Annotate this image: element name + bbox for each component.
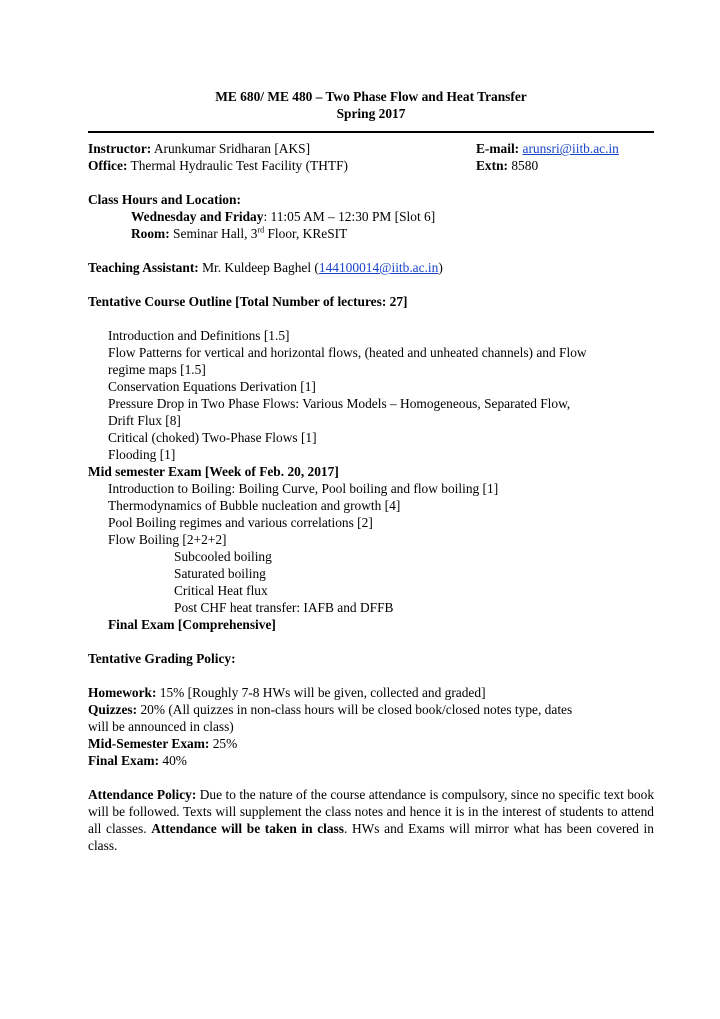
final-exam-heading: Final Exam [Comprehensive] [108,617,276,632]
final-exam-line [88,616,654,633]
homework-line [88,684,654,701]
attendance-text-end: . HWs and Exams will mirror what has been covered in class. [88,821,654,853]
instructor-label: Instructor: [88,141,152,156]
attendance-paragraph [88,786,654,854]
homework-label: Homework: [88,685,157,700]
final-weight-label: Final Exam: [88,753,160,768]
outline-item: Thermodynamics of Bubble nucleation and growth [4] [108,498,401,513]
outline-item: Flooding [1] [108,447,176,462]
course-term: Spring 2017 [336,106,406,121]
outline-item: Conservation Equations Derivation [1] [108,379,316,394]
midsem-weight-value: 25% [209,736,238,751]
room-value: Seminar Hall, 3 [173,226,258,241]
outline-item: Introduction to Boiling: Boiling Curve, Pool boiling and flow boiling [1] [108,481,499,496]
final-weight-line [88,752,654,769]
office-label: Office: [88,158,128,173]
midsem-heading: Mid semester Exam [Week of Feb. 20, 2017] [88,464,339,479]
grading-heading-line [88,650,654,667]
email-label: E-mail: [476,141,520,156]
final-weight-value: 40% [159,753,187,768]
class-days-label: Wednesday and Friday [131,209,264,224]
instructor-email-link[interactable]: arunsri@iitb.ac.in [522,141,619,156]
office-value: Thermal Hydraulic Test Facility (THTF) [130,158,348,173]
ta-close-paren: ) [438,260,443,275]
attendance-emphasis: Attendance will be taken in class [151,821,344,836]
outline-subitem: Subcooled boiling [174,549,272,564]
ta-email-link[interactable]: 144100014@iitb.ac.in [318,260,439,275]
quizzes-line-2: will be announced in class) [88,719,234,734]
outline-subitem: Post CHF heat transfer: IAFB and DFFB [174,600,394,615]
room-superscript: rd [257,225,265,235]
attendance-label: Attendance Policy: [88,787,197,802]
outline-heading-line [88,293,654,310]
outline-subitem: Saturated boiling [174,566,266,581]
class-days-value: : 11:05 AM – 12:30 PM [Slot 6] [263,209,436,224]
attendance-text: Due to the nature of the course attendance is compulsory, since no specific text book will be followed. Texts will supplement the class notes and hence it is in the interest of students to attend all classes. [88,787,655,836]
class-hours-section [88,191,654,208]
outline-item: Flow Patterns for vertical and horizontal flows, (heated and unheated channels) and Flow [108,345,587,360]
outline-subitem: Critical Heat flux [174,583,268,598]
outline-part2 [88,480,654,633]
instructor-name: Arunkumar Sridharan [AKS] [153,141,311,156]
outline-item: Pressure Drop in Two Phase Flows: Various Models – Homogeneous, Separated Flow, [108,396,571,411]
outline-item: Critical (choked) Two-Phase Flows [1] [108,430,317,445]
outline-heading: Tentative Course Outline [Total Number of lectures: 27] [88,294,408,309]
midsem-weight-line [88,735,654,752]
grading-heading: Tentative Grading Policy: [88,651,236,666]
ta-name: Mr. Kuldeep Baghel ( [202,260,319,275]
homework-value: 15% [Roughly 7-8 HWs will be given, collected and graded] [156,685,486,700]
midsem-weight-label: Mid-Semester Exam: [88,736,210,751]
room-line [88,225,654,242]
outline-item: Pool Boiling regimes and various correlations [2] [108,515,373,530]
header-rule [88,131,654,133]
outline-item: regime maps [1.5] [108,362,206,377]
quizzes-value: 20% (All quizzes in non-class hours will be closed book/closed notes type, dates [137,702,573,717]
quizzes-line [88,701,654,718]
room-value-rest: Floor, KReSIT [264,226,348,241]
outline-item: Drift Flux [8] [108,413,181,428]
course-title: ME 680/ ME 480 – Two Phase Flow and Heat Transfer [215,89,527,104]
ta-label: Teaching Assistant: [88,260,199,275]
outline-item: Flow Boiling [2+2+2] [108,532,227,547]
outline-part1 [88,327,654,463]
document-page [88,88,654,854]
quizzes-label: Quizzes: [88,702,138,717]
class-days-line [88,208,654,225]
office-row [88,157,654,174]
extn-value: 8580 [511,158,539,173]
ta-line [88,259,654,276]
class-hours-heading: Class Hours and Location: [88,192,241,207]
extn-label: Extn: [476,158,508,173]
outline-item: Introduction and Definitions [1.5] [108,328,290,343]
room-label: Room: [131,226,170,241]
instructor-row [88,140,654,157]
midsem-line [88,463,654,480]
